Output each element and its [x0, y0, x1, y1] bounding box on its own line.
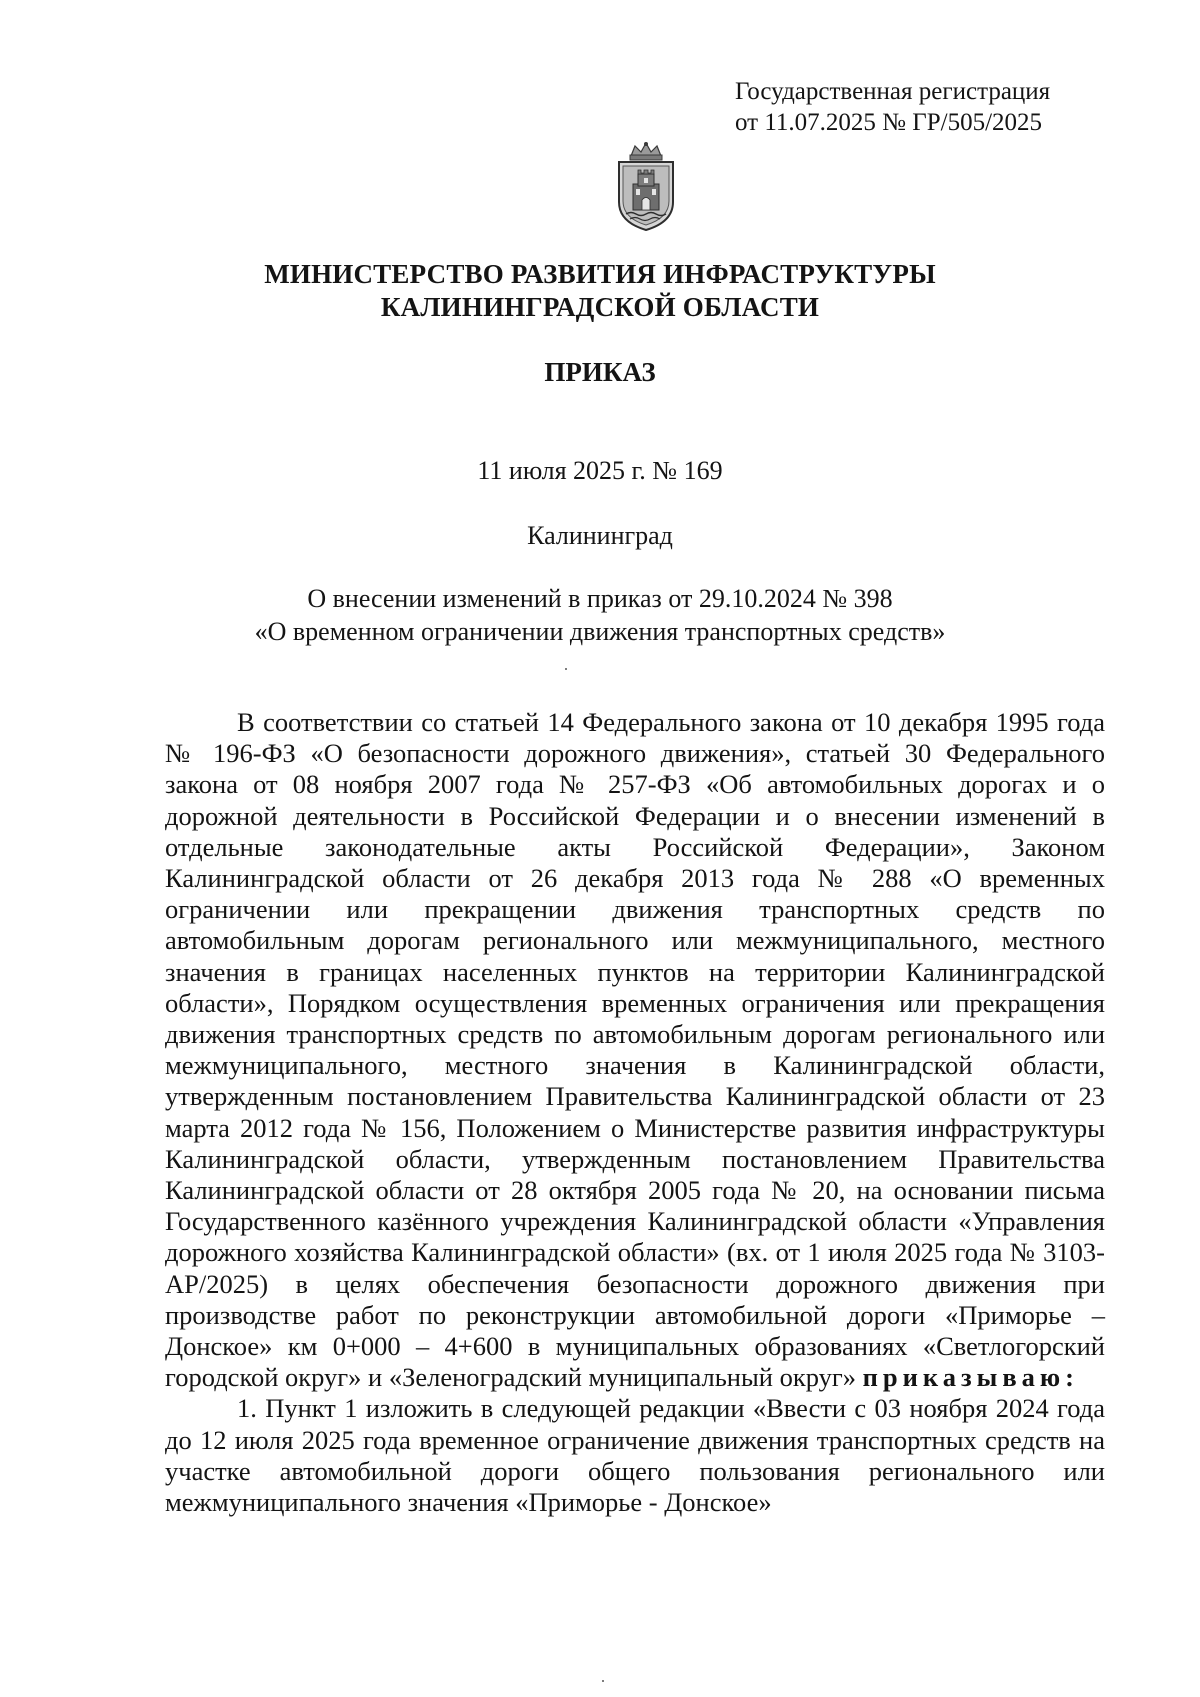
document-city: Калининград	[527, 521, 673, 550]
preamble-paragraph	[165, 707, 1105, 1393]
order-word: приказываю:	[862, 1362, 1079, 1393]
registration-line-1: Государственная регистрация	[735, 78, 1051, 105]
point-1-text: 1. Пункт 1 изложить в следующей редакции «Ввести с 03 ноября 2024 года до 12 июля 2025 года временное ограничение движения транспортных средств на участке автомобильной дороги общего пользования регионального или межмуниципального значения «Приморье - Донское»	[165, 1393, 1105, 1518]
document-subject	[0, 582, 1200, 648]
scan-speck	[565, 668, 567, 670]
registration-line-2: от 11.07.2025 № ГР/505/2025	[735, 109, 1043, 136]
document-subject-line-1: О внесении изменений в приказ от 29.10.2024 № 398	[307, 584, 893, 613]
preamble-text: В соответствии со статьей 14 Федерального закона от 10 декабря 1995 года № 196-ФЗ «О безопасности дорожного движения», статьей 30 Федерального закона от 08 ноября 2007 года № 257-ФЗ «Об автомобильных дорогах и о дорожной деятельности в Российской Федерации и о внесении изменений в отдельные законодательные акты Российской Федерации», Законом Калининградской области от 26 декабря 2013 года № 288 «О временных ограничении или прекращении движения транспортных средств по автомобильным дорогам регионального или межмуниципального, местного значения в границах населенных пунктов на территории Калининградской области», Порядком осуществления временных ограничения или прекращения движения транспортных средств по автомобильным дорогам регионального или межмуниципального, местного значения в Калининградской области, утвержденным постановлением Правительства Калининградской области от 23 марта 2012 года № 156, Положением о Министерстве развития инфраструктуры Калининградской области, утвержденным постановлением Правительства Калининградской области от 28 октября 2005 года № 20, на основании письма Государственного казённого учреждения Калининградской области «Управления дорожного хозяйства Калининградской области» (вх. от 1 июля 2025 года № 3103-АР/2025) в целях обеспечения безопасности дорожного движения при производстве работ по реконструкции автомобильной дороги «Приморье – Донское» км 0+000 – 4+600 в муниципальных образованиях «Светлогорский городской округ» и «Зеленоградский муниципальный округ»	[165, 707, 1105, 1393]
document-date-number: 11 июля 2025 г. № 169	[477, 456, 723, 485]
ministry-title	[0, 258, 1200, 324]
ministry-title-line-1: МИНИСТЕРСТВО РАЗВИТИЯ ИНФРАСТРУКТУРЫ	[264, 259, 936, 289]
point-1-paragraph	[165, 1393, 1105, 1518]
document-body	[165, 707, 1105, 1518]
document-subject-line-2: «О временном ограничении движения транспортных средств»	[254, 617, 946, 646]
scan-speck	[602, 1680, 604, 1682]
registration-stamp	[735, 76, 1050, 138]
coat-of-arms-icon	[611, 140, 681, 232]
document-type: ПРИКАЗ	[544, 357, 656, 387]
ministry-title-line-2: КАЛИНИНГРАДСКОЙ ОБЛАСТИ	[380, 292, 820, 322]
